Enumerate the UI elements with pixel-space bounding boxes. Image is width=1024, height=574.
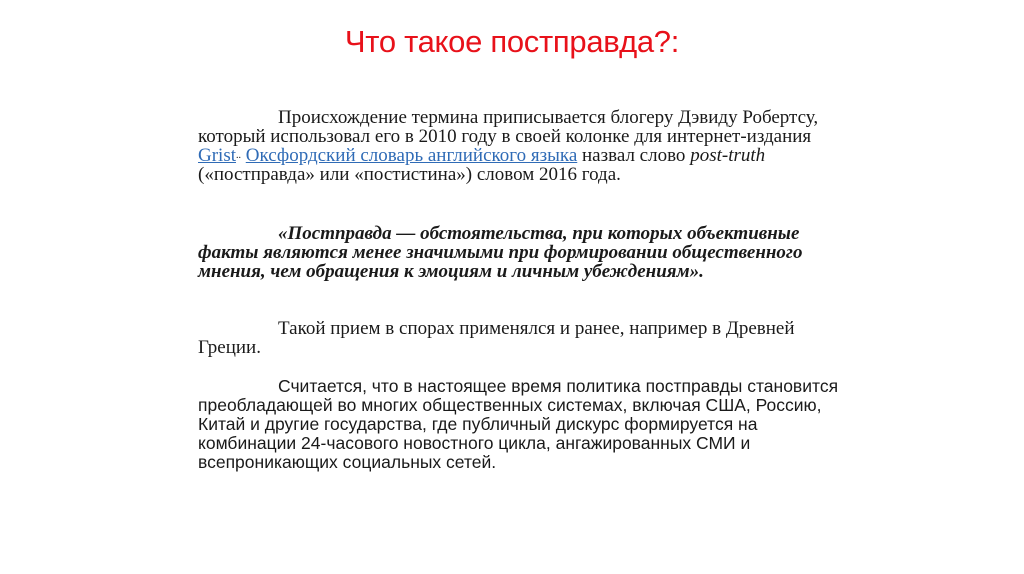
grist-link[interactable]: Grist: [198, 145, 236, 166]
origin-text-c: («постправда» или «постистина») словом 2016 года.: [198, 164, 621, 185]
paragraph-modern: [198, 377, 858, 472]
history-text: Такой прием в спорах применялся и ранее, например в Древней Греции.: [198, 318, 795, 358]
paragraph-definition: [198, 224, 858, 281]
paragraph-origin: [198, 108, 858, 184]
definition-text: «Постправда — обстоятельства, при которых объективные факты являются менее значимыми при формировании общественного мнения, чем обращения к эмоциям и личным убеждениям».: [198, 223, 803, 282]
paragraph-history: [198, 319, 858, 357]
separator: ..: [236, 150, 241, 161]
origin-text-a: Происхождение термина приписывается блогеру Дэвиду Робертсу, который использовал его в 2010 году в своей колонке для интернет-издания: [198, 107, 819, 147]
post-truth-term: post-truth: [690, 145, 766, 166]
slide-body: [198, 108, 858, 472]
origin-text-b: назвал слово: [577, 145, 691, 166]
modern-text: Считается, что в настоящее время политика постправды становится преобладающей во многих общественных системах, включая США, Россию, Китай и другие государства, где публичный дискурс формируется на комбинации 24-часового новостного цикла, ангажированных СМИ и всепроникающих социальных сетей.: [198, 376, 839, 472]
slide-title: Что такое постправда?:: [344, 24, 680, 59]
oxford-dictionary-link[interactable]: Оксфордский словарь английского языка: [245, 145, 578, 166]
